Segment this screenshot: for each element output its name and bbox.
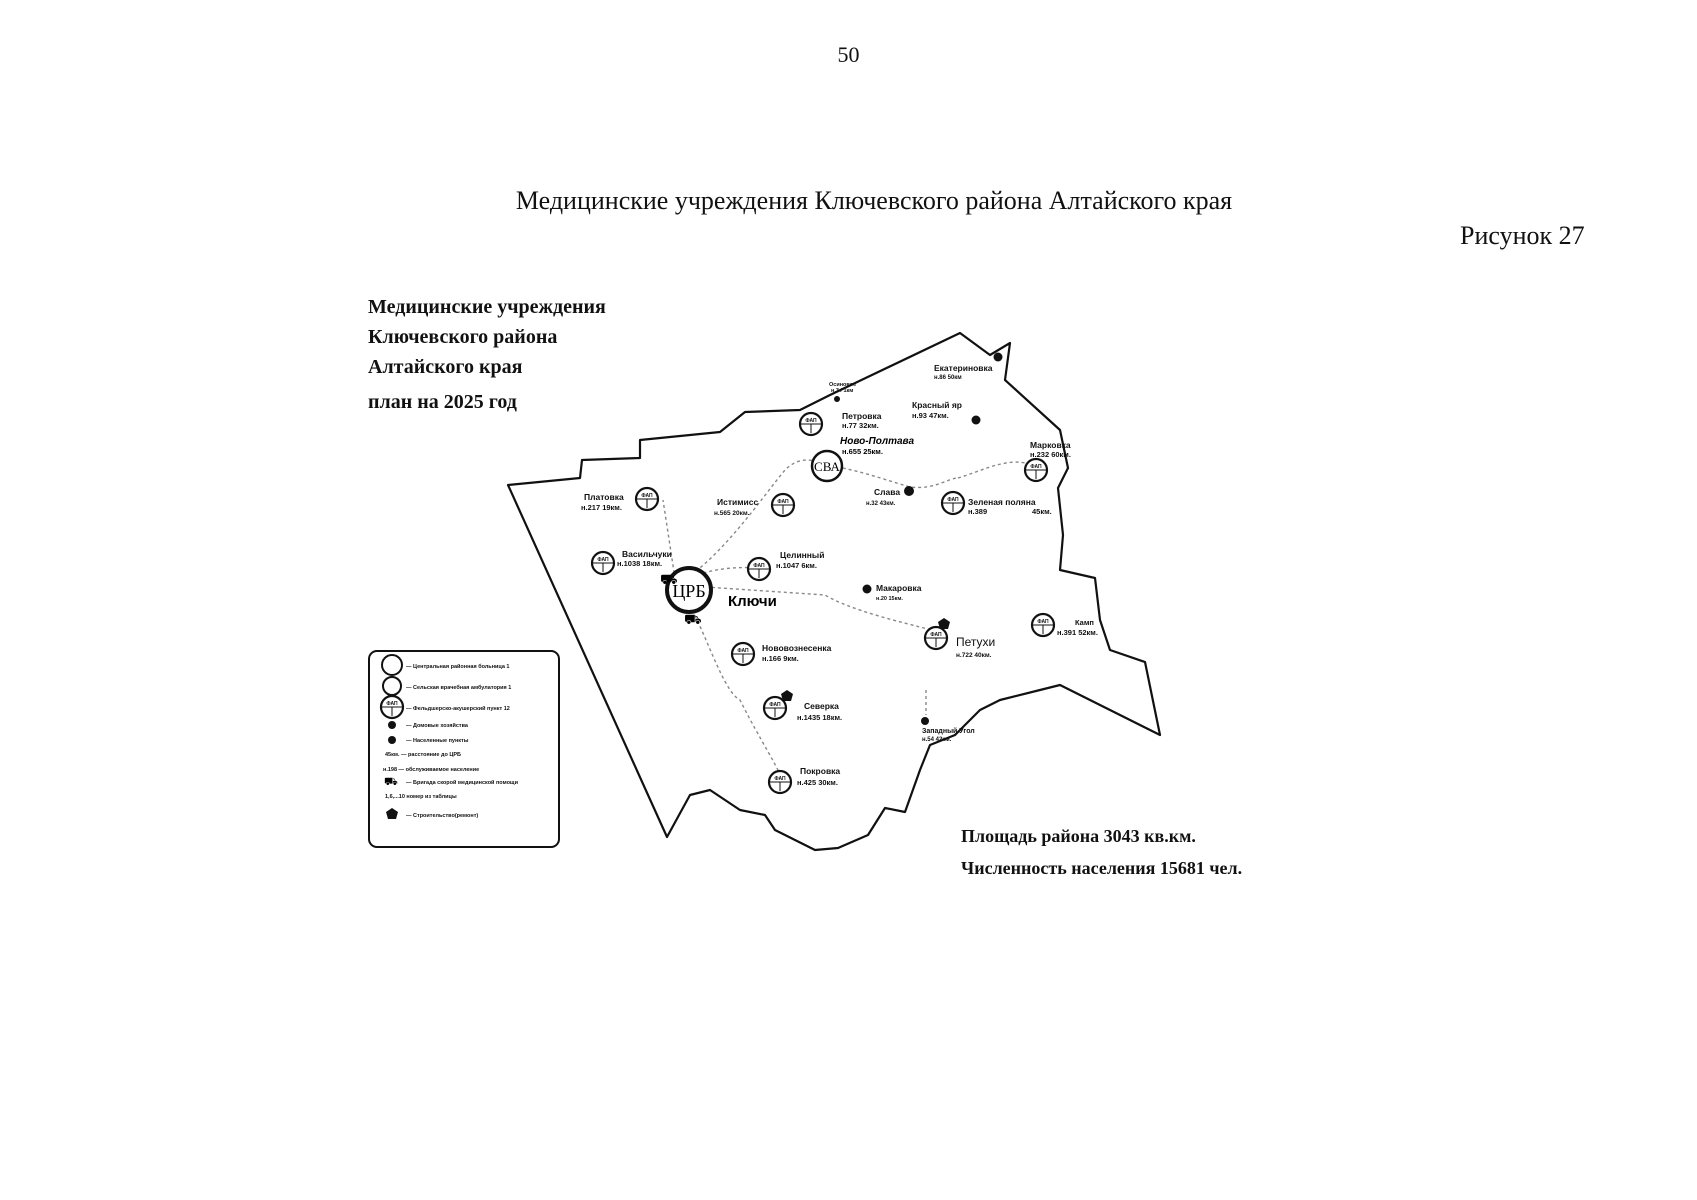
ambulance-icon: ⛟ [684, 613, 702, 628]
ekaterinovka-label: Екатериновка [934, 363, 993, 373]
legend-item-5: — Населенные пункты [406, 738, 469, 744]
makarovka-dot [863, 585, 872, 594]
fap-vasilchuki-icon [592, 552, 614, 574]
legend-item-7: н.198 — обслуживаемое население [383, 767, 480, 773]
fap-pokrovka-icon [769, 771, 791, 793]
kamp-info: н.391 52км. [1057, 628, 1098, 637]
novovoznesenka-info: н.166 9км. [762, 654, 799, 663]
fap-label: ФАП [947, 497, 959, 503]
fap-petrovka-icon [800, 413, 822, 435]
fap-label: ФАП [805, 418, 817, 424]
document-title: Медицинские учреждения Ключевского района Алтайского края [515, 186, 1233, 215]
fap-petuhi-icon [925, 627, 947, 649]
legend-item-6: 45км. — расстояние до ЦРБ [385, 752, 461, 758]
zelenaya-polyana-info: н.389 [968, 507, 988, 516]
district-population: Численность населения 15681 чел. [961, 858, 1243, 878]
fap-label: ФАП [1030, 464, 1042, 470]
istimis-info: н.565 20км. [714, 510, 750, 517]
legend-item-4: — Домовые хозяйства [406, 723, 468, 729]
slava-info: н.32 43км. [866, 501, 896, 507]
legend-fap-icon [381, 696, 403, 718]
celinny-label: Целинный [780, 550, 825, 560]
district-stats [961, 820, 1242, 884]
map-heading-line3: Алтайского края [368, 356, 523, 378]
kamp-label: Камп [1075, 618, 1094, 627]
map-heading-line2: Ключевского района [368, 326, 558, 348]
fap-label: ФАП [769, 702, 781, 708]
makarovka-info: н.20 15км. [876, 596, 903, 602]
fap-label: ФАП [774, 776, 786, 782]
map-heading-line1: Медицинские учреждения [368, 296, 606, 318]
petrovka-label: Петровка [842, 411, 882, 421]
fap-label: ФАП [930, 632, 942, 638]
osinovoe-label: Осиновое [829, 382, 857, 388]
celinny-info: н.1047 6км. [776, 561, 817, 570]
krasny-yar-dot [972, 416, 981, 425]
fap-label: ФАП [597, 557, 609, 563]
ekaterinovka-dot [994, 353, 1003, 362]
zapadny-ugol-info: н.54 42км. [922, 737, 952, 743]
fap-severka-icon [764, 697, 786, 719]
fap-markovka-icon [1025, 459, 1047, 481]
markovka-info: н.232 60км. [1030, 450, 1071, 459]
map-heading-plan: план на 2025 год [368, 391, 517, 413]
ekaterinovka-info: н.86 50км [934, 375, 962, 381]
fap-platovka-icon [636, 488, 658, 510]
zapadny-ugol-label: Западный Угол [922, 728, 975, 735]
novo-poltava-info: н.655 25км. [842, 447, 883, 456]
legend-sva-icon [383, 677, 401, 695]
figure-label: Рисунок 27 [1460, 221, 1585, 250]
fap-label: ФАП [753, 563, 765, 569]
district-area: Площадь района 3043 кв.км. [961, 826, 1196, 846]
fap-label: ФАП [777, 499, 789, 505]
legend-ambulance-icon: ⛟ [384, 776, 398, 788]
zelenaya-polyana-label: Зеленая поляна [968, 497, 1036, 507]
makarovka-label: Макаровка [876, 583, 922, 593]
fap-novovoznesenka-icon [732, 643, 754, 665]
fap-celinny-icon [748, 558, 770, 580]
osinovoe-dot [834, 396, 840, 402]
legend-settlement-icon [388, 736, 396, 744]
legend-item-1: — Центральная районная больница 1 [406, 664, 510, 670]
fap-kamp-icon [1032, 614, 1054, 636]
novo-poltava-label: Ново-Полтава [840, 436, 915, 447]
markovka-label: Марковка [1030, 440, 1071, 450]
legend-crb-icon [382, 655, 402, 675]
osinovoe-info: н.3 / 1км [831, 388, 854, 394]
petuhi-label: Петухи [956, 635, 996, 649]
pokrovka-info: н.425 30км. [797, 778, 838, 787]
zapadny-ugol-dot [921, 717, 929, 725]
zelenaya-polyana-dist: 45км. [1032, 507, 1052, 516]
vasilchuki-info: н.1038 18км. [617, 559, 663, 568]
fap-istimis-icon [772, 494, 794, 516]
sva-label: СВА [814, 459, 840, 474]
kluchi-label: Ключи [728, 593, 777, 610]
platovka-label: Платовка [584, 492, 624, 502]
petuhi-info: н.722 40км. [956, 652, 992, 659]
fap-label: ФАП [386, 701, 398, 707]
legend-item-9: 1,6,...10 номер из таблицы [385, 794, 457, 800]
legend-item-2: — Сельская врачебная амбулатория 1 [406, 685, 512, 691]
severka-label: Северка [804, 701, 839, 711]
slava-label: Слава [874, 487, 901, 497]
petrovka-info: н.77 32км. [842, 421, 879, 430]
fap-label: ФАП [1037, 619, 1049, 625]
vasilchuki-label: Васильчуки [622, 549, 672, 559]
istimis-label: Истимисс [717, 497, 759, 507]
sva-novo-poltava [812, 451, 842, 481]
fap-label: ФАП [641, 493, 653, 499]
krasny-yar-info: н.93 47км. [912, 411, 949, 420]
novovoznesenka-label: Нововознесенка [762, 643, 832, 653]
fap-label: ФАП [737, 648, 749, 654]
severka-info: н.1435 18км. [797, 713, 843, 722]
legend-item-3: — Фельдшерско-акушерский пункт 12 [406, 706, 510, 712]
map-legend [369, 651, 559, 847]
ambulance-icon: ⛟ [660, 573, 678, 588]
legend-household-icon [388, 721, 396, 729]
slava-dot [904, 486, 914, 496]
crb-label: ЦРБ [672, 581, 706, 601]
page-number: 50 [837, 42, 860, 67]
pokrovka-label: Покровка [800, 766, 841, 776]
platovka-info: н.217 19км. [581, 503, 622, 512]
legend-item-10: — Строительство(ремонт) [406, 813, 479, 819]
legend-item-8: — Бригада скорой медицинской помощи [406, 780, 518, 786]
fap-zelenaya-polyana-icon [942, 492, 964, 514]
krasny-yar-label: Красный яр [912, 400, 962, 410]
